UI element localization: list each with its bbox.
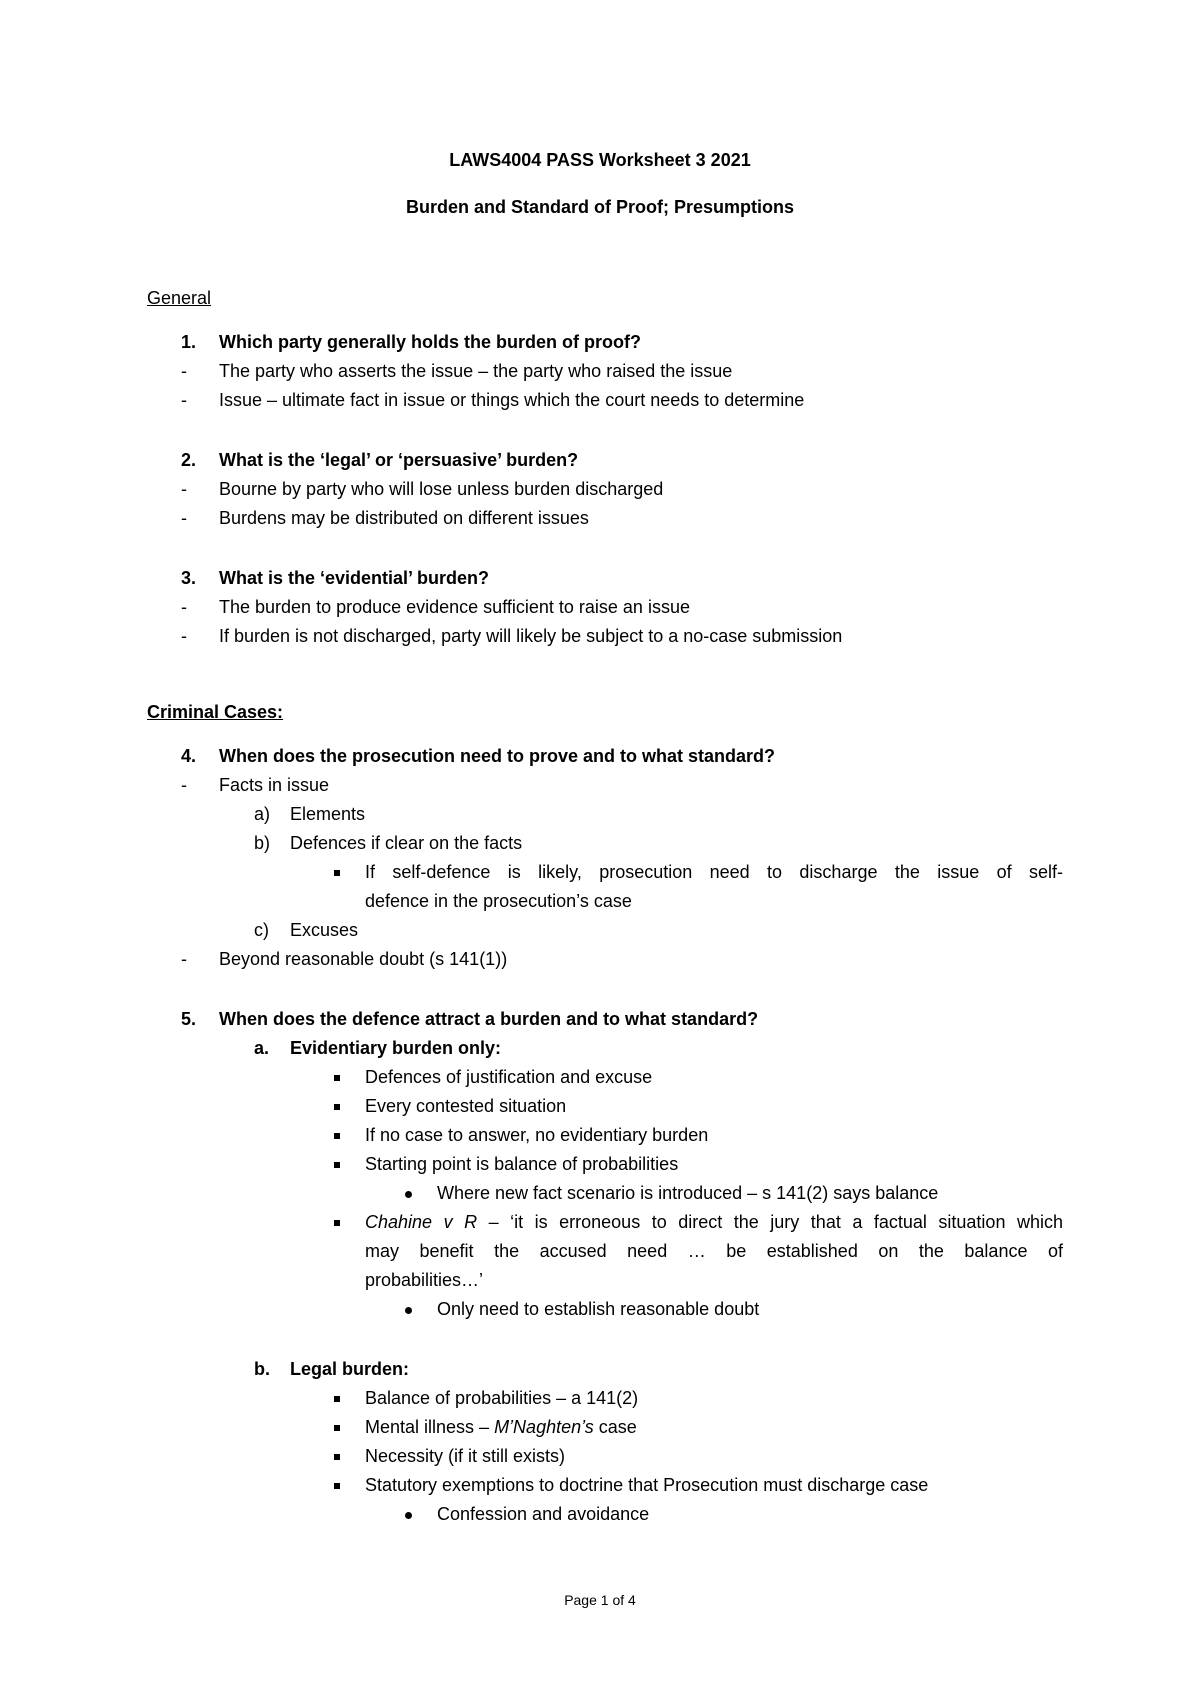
dash-bullet: - [181, 508, 187, 528]
question-5: When does the defence attract a burden and to what standard? [219, 1009, 759, 1029]
list-item: Bourne by party who will lose unless burden discharged [219, 479, 664, 499]
list-item: Defences of justification and excuse [365, 1067, 653, 1087]
question-number: 1. [181, 332, 197, 352]
section-heading-general: General [147, 288, 212, 308]
subheading-legal-burden: Legal burden: [290, 1359, 410, 1379]
item-text: case [593, 1417, 637, 1437]
list-item: Facts in issue [219, 775, 330, 795]
question-number: 2. [181, 450, 197, 470]
list-item: Necessity (if it still exists) [365, 1446, 566, 1466]
list-item: Where new fact scenario is introduced – s 141(2) says balance [437, 1183, 939, 1203]
case-name: M’Naghten’s [494, 1417, 594, 1437]
list-marker: c) [254, 920, 269, 940]
list-item: If self-defence is likely, prosecution need to discharge the issue of self- [365, 862, 1063, 882]
square-bullet-icon [334, 1095, 340, 1117]
dash-bullet: - [181, 361, 187, 381]
document-subtitle: Burden and Standard of Proof; Presumptions [405, 197, 795, 217]
subheading-evidentiary-burden: Evidentiary burden only: [290, 1038, 502, 1058]
list-item: The burden to produce evidence sufficient to raise an issue [219, 597, 690, 617]
question-1: Which party generally holds the burden of proof? [219, 332, 642, 352]
list-item: If burden is not discharged, party will likely be subject to a no-case submission [219, 626, 843, 646]
square-bullet-icon [334, 1066, 340, 1088]
square-bullet-icon [334, 1153, 340, 1175]
chahine-line-3: probabilities…’ [365, 1270, 484, 1290]
page-footer: Page 1 of 4 [564, 1592, 636, 1608]
list-marker: b) [254, 833, 271, 853]
case-name: Chahine v R [365, 1212, 478, 1232]
question-2: What is the ‘legal’ or ‘persuasive’ burden? [219, 450, 579, 470]
list-item: Statutory exemptions to doctrine that Prosecution must discharge case [365, 1475, 929, 1495]
list-item: Confession and avoidance [437, 1504, 650, 1524]
dash-bullet: - [181, 597, 187, 617]
list-marker: a. [254, 1038, 270, 1058]
list-item: The party who asserts the issue – the party who raised the issue [219, 361, 733, 381]
dash-bullet: - [181, 775, 187, 795]
dash-bullet: - [181, 390, 187, 410]
round-bullet-icon [405, 1182, 412, 1204]
list-marker: a) [254, 804, 271, 824]
list-item: Starting point is balance of probabilities [365, 1154, 679, 1174]
list-item: Burdens may be distributed on different issues [219, 508, 589, 528]
dash-bullet: - [181, 479, 187, 499]
item-text: Mental illness – [365, 1417, 495, 1437]
square-bullet-icon [334, 1387, 340, 1409]
document-title: LAWS4004 PASS Worksheet 3 2021 [449, 150, 751, 170]
round-bullet-icon [405, 1298, 412, 1320]
square-bullet-icon [334, 1445, 340, 1467]
list-item: Excuses [290, 920, 359, 940]
list-item: Issue – ultimate fact in issue or things which the court needs to determine [219, 390, 805, 410]
chahine-line-2: may benefit the accused need … be established on the balance of [365, 1241, 1063, 1261]
list-item: Balance of probabilities – a 141(2) [365, 1388, 639, 1408]
square-bullet-icon [334, 1416, 340, 1438]
quote-text: – ‘it is erroneous to direct the jury that a factual situation which [477, 1212, 1063, 1232]
list-item: Defences if clear on the facts [290, 833, 523, 853]
list-item: Elements [290, 804, 366, 824]
square-bullet-icon [334, 1124, 340, 1146]
list-item: Only need to establish reasonable doubt [437, 1299, 760, 1319]
dash-bullet: - [181, 949, 187, 969]
list-item: Every contested situation [365, 1096, 567, 1116]
round-bullet-icon [405, 1503, 412, 1525]
question-4: When does the prosecution need to prove and to what standard? [219, 746, 776, 766]
question-number: 3. [181, 568, 197, 588]
square-bullet-icon [334, 1474, 340, 1496]
list-item: If no case to answer, no evidentiary burden [365, 1125, 709, 1145]
question-number: 4. [181, 746, 197, 766]
list-item-continuation: defence in the prosecution’s case [365, 891, 632, 911]
list-item: Beyond reasonable doubt (s 141(1)) [219, 949, 508, 969]
dash-bullet: - [181, 626, 187, 646]
section-heading-criminal: Criminal Cases: [147, 702, 284, 722]
chahine-line-1 [365, 1211, 1063, 1233]
list-item [365, 1416, 637, 1438]
square-bullet-icon [334, 861, 340, 883]
list-marker: b. [254, 1359, 270, 1379]
square-bullet-icon [334, 1211, 340, 1233]
question-3: What is the ‘evidential’ burden? [219, 568, 490, 588]
question-number: 5. [181, 1009, 197, 1029]
